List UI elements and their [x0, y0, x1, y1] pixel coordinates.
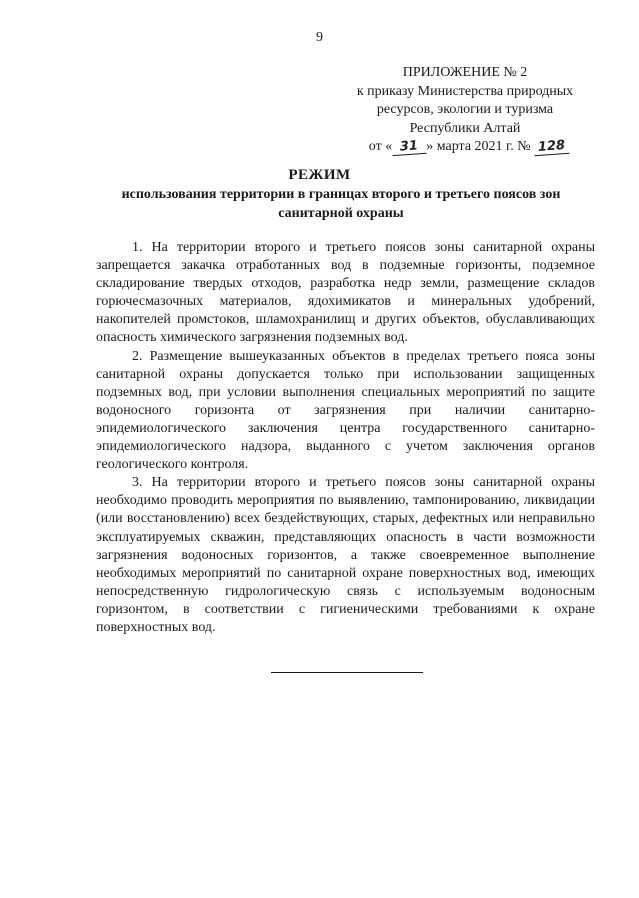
- date-middle: » марта 2021 г. №: [426, 139, 531, 154]
- appendix-order-line-3: Республики Алтай: [409, 120, 521, 136]
- appendix-header: [330, 64, 600, 157]
- handwritten-order-number: 128: [534, 139, 570, 156]
- handwritten-day: 31: [392, 139, 427, 156]
- document-subtitle: использования территории в границах второго и третьего поясов зон санитарной охраны: [121, 187, 561, 221]
- paragraph-1: 1. На территории второго и третьего поясов зоны санитарной охраны запрещается закачка отработанных вод в подземные горизонты, подземное складирование твердых отходов, разработка недр земли, размещение складов горючесмазочных материалов, ядохимикатов и минеральных удобрений, накопителей промстоков, шламохранилищ и других объектов, обуславливающих опасность химического загрязнения подземных вод.: [96, 240, 595, 346]
- appendix-date-line: [330, 138, 600, 157]
- paragraph-2: 2. Размещение вышеуказанных объектов в пределах третьего пояса зоны санитарной охраны допускается только при использовании защищенных подземных вод, при условии выполнения специальных мероприятий по защите водоносного горизонта от загрязнения при наличии санитарно-эпидемиологического заключения центра государственного санитарно-эпидемиологического надзора, выданного с учетом заключения органов геологического контроля.: [96, 348, 595, 473]
- appendix-order-line-1: к приказу Министерства природных: [356, 83, 574, 99]
- date-prefix: от «: [368, 139, 393, 154]
- appendix-order-line-2: ресурсов, экологии и туризма: [376, 102, 554, 117]
- page-number: 9: [316, 30, 323, 45]
- document-body: [96, 239, 595, 637]
- closing-separator-line: [271, 672, 423, 673]
- paragraph-3: 3. На территории второго и третьего поясов зоны санитарной охраны необходимо проводить мероприятия по выявлению, тампонированию, ликвидации (или восстановлению) всех бездействующих, старых, дефектных или неправильно эксплуатируемых скважин, представляющих опасность в части возможности загрязнения водоносных горизонтов, а также своевременное выполнение необходимых мероприятий по санитарной охране поверхностных вод, имеющих непосредственную гидрологическую связь с используемым водоносным горизонтом, в соответствии с гигиеническими требованиями к охране поверхностных вод.: [96, 475, 595, 635]
- document-title: РЕЖИМ: [288, 167, 351, 183]
- appendix-title: ПРИЛОЖЕНИЕ № 2: [402, 65, 528, 80]
